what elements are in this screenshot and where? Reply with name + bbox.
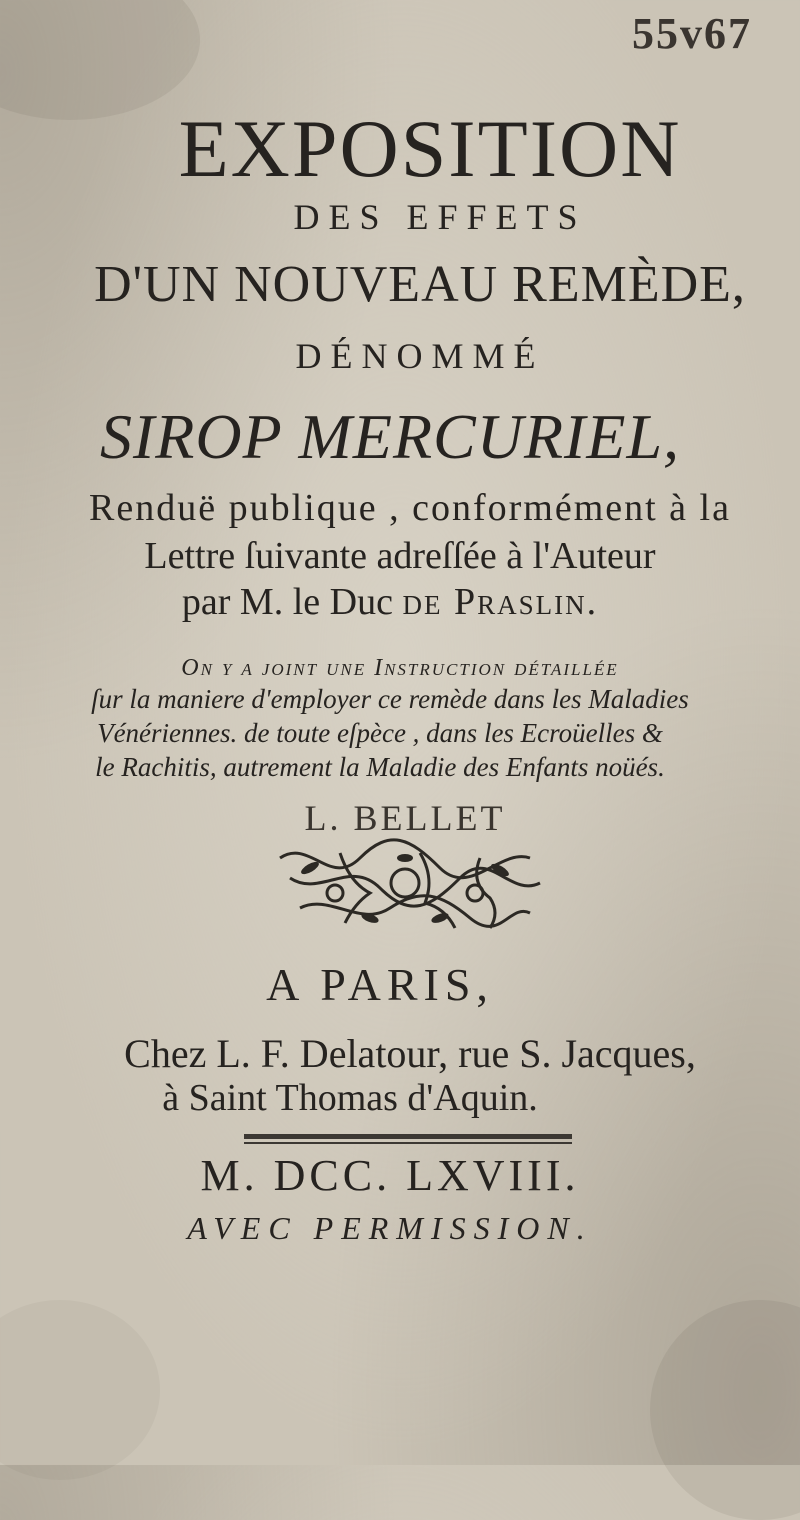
printer-ornament	[240, 798, 570, 938]
note-line-4: le Rachitis, autrement la Maladie des Enfants noüés.	[95, 752, 665, 782]
subtitle-line-1: Renduë publique , conformément à la	[89, 487, 731, 529]
imprint-date: M. DCC. LXVIII.	[200, 1151, 580, 1200]
note-line-2: ſur la maniere d'employer ce remède dans les Maladies	[91, 684, 689, 714]
imprint-printer: Chez L. F. Delatour, rue S. Jacques,	[124, 1031, 696, 1076]
title-line-nouveau-remede: D'UN NOUVEAU REMÈDE,	[94, 256, 746, 313]
note-line-1: On y a joint une Instruction détaillée	[181, 655, 619, 681]
title-line-sirop-mercuriel: SIROP MERCURIEL,	[99, 401, 681, 472]
shelfmark: 55v67	[632, 9, 752, 58]
note-line-3: Vénériennes. de toute eſpèce , dans les Ecroüelles &	[97, 718, 663, 748]
double-rule-thin	[244, 1142, 572, 1144]
floral-scroll-icon	[280, 840, 540, 928]
title-line-des-effets: DES EFFETS	[293, 197, 587, 237]
imprint-permission: AVEC PERMISSION.	[187, 1210, 593, 1246]
subtitle-line-2: Lettre ſuivante adreſſée à l'Auteur	[144, 535, 656, 577]
imprint-address: à Saint Thomas d'Aquin.	[162, 1077, 538, 1119]
stain	[650, 1300, 800, 1520]
imprint-place: A PARIS,	[266, 959, 494, 1010]
stain	[0, 1300, 160, 1480]
title-line-exposition: EXPOSITION	[178, 103, 682, 194]
subtitle-line-3	[0, 580, 790, 624]
title-line-denomme: DÉNOMMÉ	[295, 336, 545, 376]
subtitle-line-3-text: par M. le Duc	[181, 581, 403, 623]
double-rule-thick	[244, 1134, 572, 1139]
duc-de-praslin: de Praslin.	[402, 581, 599, 623]
ornament-inscription: L. BELLET	[304, 798, 506, 838]
